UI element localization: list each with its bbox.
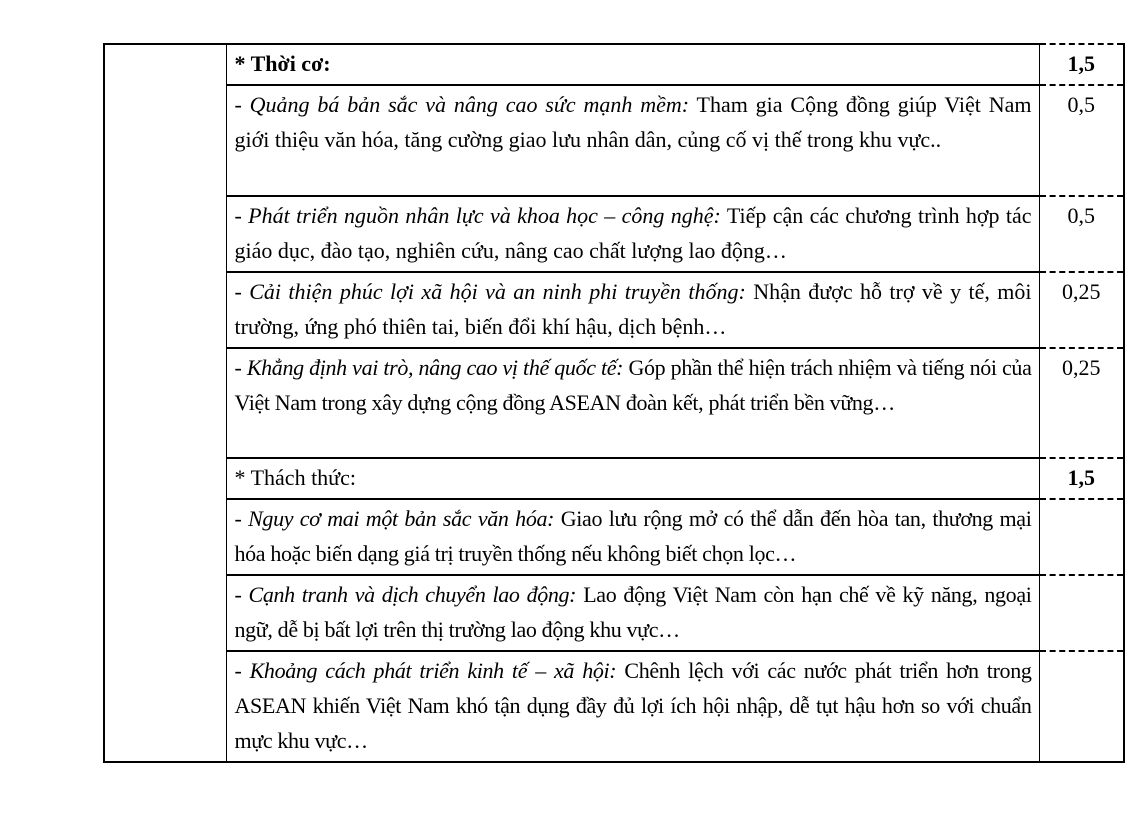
point-cell-opportunity-3 xyxy=(226,272,1039,348)
score-value: 0,5 xyxy=(1067,92,1095,117)
point-cell-challenge-3 xyxy=(226,651,1039,762)
table-row xyxy=(104,272,1124,348)
section-header-text: * Thời cơ: xyxy=(234,51,331,76)
left-empty-cell xyxy=(104,44,226,762)
score-cell xyxy=(1039,575,1124,651)
point-lead: - Phát triển nguồn nhân lực và khoa học – công nghệ: xyxy=(234,203,721,228)
section-header-challenges xyxy=(226,458,1039,499)
section-header-opportunities xyxy=(226,44,1039,85)
point-lead: - Cải thiện phúc lợi xã hội và an ninh phi truyền thống: xyxy=(234,279,746,304)
table-row xyxy=(104,196,1124,272)
point-cell-opportunity-4 xyxy=(226,348,1039,458)
point-lead: - Cạnh tranh và dịch chuyển lao động: xyxy=(234,582,577,607)
score-value: 0,5 xyxy=(1067,203,1095,228)
point-cell-challenge-1 xyxy=(226,499,1039,575)
point-body: Giao lưu rộng mở có thể dẫn đến hòa tan, thương mại hóa hoặc biến dạng giá trị truyền thống nếu không biết chọn lọc… xyxy=(234,506,1032,566)
score-cell xyxy=(1039,651,1124,762)
table-row xyxy=(104,458,1124,499)
point-lead: - Quảng bá bản sắc và nâng cao sức mạnh mềm: xyxy=(234,92,690,117)
score-cell xyxy=(1039,458,1124,499)
table-row xyxy=(104,651,1124,762)
score-value: 0,25 xyxy=(1062,279,1101,304)
point-body: Lao động Việt Nam còn hạn chế về kỹ năng, ngoại ngữ, dễ bị bất lợi trên thị trường lao động khu vực… xyxy=(234,582,1032,642)
score-value: 1,5 xyxy=(1067,465,1095,490)
point-cell-opportunity-2 xyxy=(226,196,1039,272)
score-cell xyxy=(1039,196,1124,272)
score-cell xyxy=(1039,85,1124,196)
point-lead: - Nguy cơ mai một bản sắc văn hóa: xyxy=(234,506,555,531)
point-lead: - Khẳng định vai trò, nâng cao vị thế quốc tế: xyxy=(234,355,624,380)
grading-rubric-table xyxy=(103,43,1125,763)
table-row xyxy=(104,44,1124,85)
point-lead: - Khoảng cách phát triển kinh tế – xã hội: xyxy=(234,658,617,683)
point-body: Tiếp cận các chương trình hợp tác giáo dục, đào tạo, nghiên cứu, nâng cao chất lượng lao động… xyxy=(234,203,1032,263)
table-row xyxy=(104,85,1124,196)
point-body: Chênh lệch với các nước phát triển hơn trong ASEAN khiến Việt Nam khó tận dụng đầy đủ lợi ích hội nhập, dễ tụt hậu hơn so với chuẩn mực khu vực… xyxy=(234,658,1032,753)
score-cell xyxy=(1039,348,1124,458)
point-cell-opportunity-1 xyxy=(226,85,1039,196)
score-cell xyxy=(1039,499,1124,575)
score-cell xyxy=(1039,272,1124,348)
score-value: 1,5 xyxy=(1067,51,1095,76)
point-cell-challenge-2 xyxy=(226,575,1039,651)
score-cell xyxy=(1039,44,1124,85)
table-row xyxy=(104,499,1124,575)
point-body: Nhận được hỗ trợ về y tế, môi trường, ứng phó thiên tai, biến đổi khí hậu, dịch bệnh… xyxy=(234,279,1032,339)
score-value: 0,25 xyxy=(1062,355,1101,380)
table-row xyxy=(104,348,1124,458)
section-header-text: * Thách thức: xyxy=(234,465,356,490)
point-body: Góp phần thể hiện trách nhiệm và tiếng nói của Việt Nam trong xây dựng cộng đồng ASEAN đoàn kết, phát triển bền vững… xyxy=(234,355,1032,415)
point-body: Tham gia Cộng đồng giúp Việt Nam giới thiệu văn hóa, tăng cường giao lưu nhân dân, củng cố vị thế trong khu vực.. xyxy=(234,92,1032,152)
table-row xyxy=(104,575,1124,651)
